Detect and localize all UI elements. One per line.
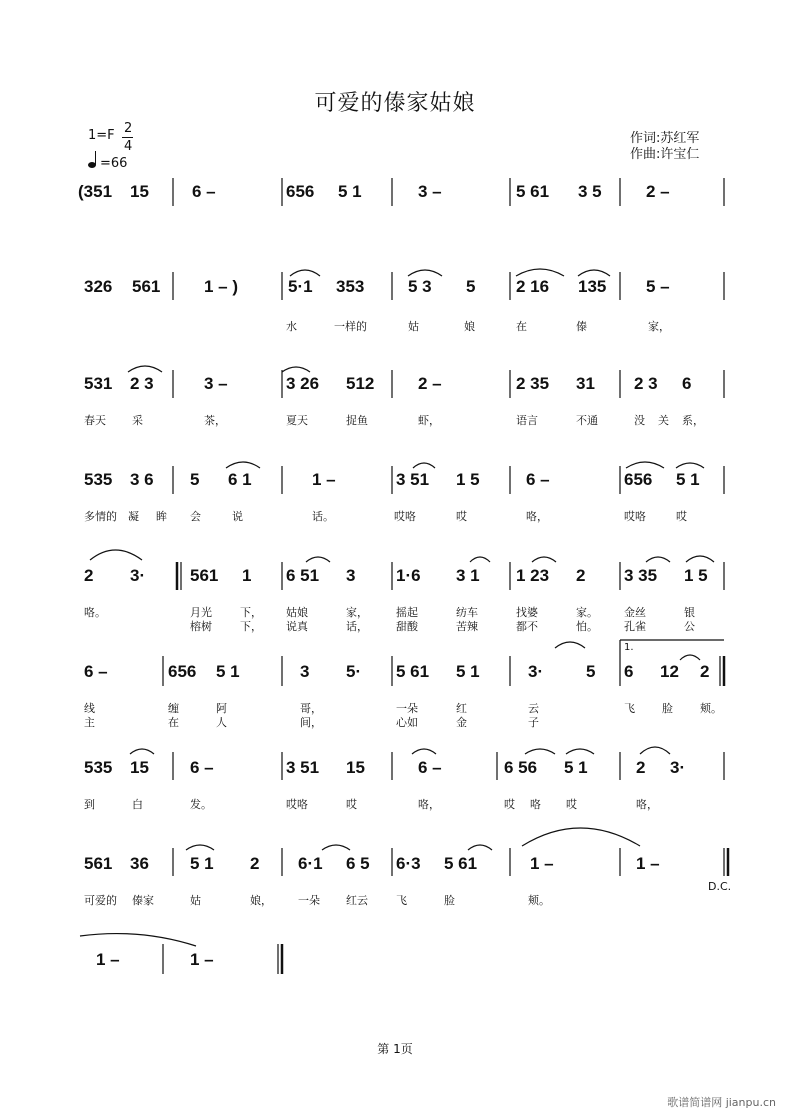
note-group: 326	[84, 277, 113, 296]
lyric: 多情的	[84, 510, 117, 523]
note-group: 3 51	[286, 758, 320, 777]
lyric: 月光	[190, 606, 212, 619]
note-group: 135	[578, 277, 607, 296]
time-signature-bottom: 4	[124, 139, 133, 154]
note-group: 1 –	[530, 854, 554, 873]
note-group: 561	[190, 566, 219, 585]
lyric: 金丝	[624, 606, 646, 619]
lyric: 哎	[504, 798, 515, 811]
lyric: 哎	[456, 510, 467, 523]
note-group: 3 –	[418, 182, 442, 201]
note-group: 5 1	[676, 470, 700, 489]
lyric: 哎咯	[394, 510, 416, 523]
note-group: 1 5	[684, 566, 708, 585]
lyric: 娘	[464, 320, 475, 333]
lyric: 找婆	[516, 606, 538, 619]
lyric: 发。	[190, 798, 212, 811]
lyric: 间，	[300, 716, 322, 729]
note-group: 3 6	[130, 470, 154, 489]
lyric: 说真	[286, 620, 308, 633]
lyric: 采	[132, 414, 143, 427]
note-group: 6 1	[228, 470, 252, 489]
tempo-marking: =66	[100, 156, 128, 171]
note-group: 2	[250, 854, 260, 873]
note-group: 1	[242, 566, 252, 585]
note-group: 3·	[670, 758, 686, 777]
note-group: 3 –	[204, 374, 228, 393]
lyric: 话，	[346, 620, 368, 633]
note-group: 3 1	[456, 566, 480, 585]
note-group: 3 35	[624, 566, 658, 585]
lyric: 没	[634, 414, 645, 427]
note-group: 5 61	[516, 182, 550, 201]
lyric: 一样的	[334, 320, 367, 333]
lyric: 傣家	[132, 894, 154, 907]
note-group: 1 – )	[204, 277, 239, 296]
watermark: 歌谱简谱网 jianpu.cn	[667, 1096, 776, 1109]
lyric: 可爱的	[84, 894, 117, 907]
lyric: 哥，	[300, 702, 322, 715]
note-group: 3	[300, 662, 310, 681]
lyric: 怕。	[576, 620, 598, 633]
note-group: 3 5	[578, 182, 602, 201]
composer-credit: 作曲:许宝仁	[630, 147, 700, 162]
note-group: 5 3	[408, 277, 432, 296]
lyric: 家。	[576, 606, 598, 619]
lyric: 银	[684, 606, 695, 619]
note-group: 5 1	[456, 662, 480, 681]
lyric: 咯，	[526, 510, 548, 523]
page-number: 第 1页	[377, 1042, 413, 1056]
lyric: 捉鱼	[346, 414, 368, 427]
note-group: 2 3	[130, 374, 154, 393]
lyric: 颊。	[700, 702, 722, 715]
note-group: 1 5	[456, 470, 480, 489]
lyric: 线	[84, 702, 95, 715]
note-group: (351	[78, 182, 113, 201]
lyric: 子	[528, 716, 539, 729]
lyric: 咯。	[84, 606, 106, 619]
lyric: 语言	[516, 414, 538, 427]
song-title: 可爱的傣家姑娘	[314, 91, 476, 116]
note-group: 6 –	[84, 662, 108, 681]
note-group: 531	[84, 374, 113, 393]
lyric: 榕树	[190, 620, 212, 633]
lyric: 家，	[346, 606, 368, 619]
note-group: 15	[346, 758, 365, 777]
note-group: 3 51	[396, 470, 430, 489]
lyric: 凝	[128, 510, 139, 523]
lyric: 主	[84, 716, 95, 729]
note-group: 5·1	[288, 277, 313, 296]
note-group: 3·	[130, 566, 146, 585]
lyric: 一朵	[298, 894, 320, 907]
lyric: 纺车	[456, 606, 478, 619]
note-group: 5 1	[216, 662, 240, 681]
note-group: 3 26	[286, 374, 320, 393]
lyric: 在	[168, 716, 179, 729]
note-group: 6	[624, 662, 634, 681]
lyric: 红	[456, 702, 467, 715]
note-group: 3·	[528, 662, 544, 681]
note-group: 15	[130, 758, 149, 777]
note-group: 1·6	[396, 566, 421, 585]
note-group: 6 5	[346, 854, 370, 873]
note-group: 1 –	[190, 950, 214, 969]
lyric: 到	[84, 798, 95, 811]
note-group: 535	[84, 758, 113, 777]
note-group: 512	[346, 374, 375, 393]
note-group: 2 3	[634, 374, 658, 393]
note-group: 5 1	[338, 182, 362, 201]
lyric: 春天	[84, 414, 106, 427]
lyric: 咯	[530, 798, 541, 811]
lyric: 阿	[216, 702, 227, 715]
lyric: 哎	[566, 798, 577, 811]
lyric: 水	[286, 320, 297, 333]
lyric: 云	[528, 702, 539, 715]
note-group: 5·	[346, 662, 362, 681]
note-group: 5 61	[444, 854, 478, 873]
note-group: 2 16	[516, 277, 550, 296]
note-group: 2	[576, 566, 586, 585]
lyric: 脸	[662, 702, 673, 715]
note-group: 5	[466, 277, 476, 296]
lyric: 娘，	[250, 894, 272, 907]
note-group: 5 –	[646, 277, 670, 296]
lyric: 甜酸	[396, 620, 418, 633]
lyric: 不通	[576, 414, 598, 427]
note-group: 6	[682, 374, 692, 393]
note-group: 3	[346, 566, 356, 585]
lyric: 在	[516, 320, 527, 333]
lyric: 都不	[516, 620, 538, 633]
note-group: 561	[84, 854, 113, 873]
lyric: 咯，	[418, 798, 440, 811]
note-group: 2	[84, 566, 94, 585]
lyric: 咯，	[636, 798, 658, 811]
lyric: 姑	[190, 894, 201, 907]
lyric: 颊。	[528, 894, 550, 907]
lyric: 茶，	[204, 414, 226, 427]
note-group: 31	[576, 374, 595, 393]
lyric: 姑娘	[286, 606, 308, 619]
note-group: 1 –	[636, 854, 660, 873]
note-group: 2	[700, 662, 710, 681]
note-group: 6·3	[396, 854, 421, 873]
lyric: 飞	[396, 894, 407, 907]
lyric: 飞	[624, 702, 635, 715]
note-group: 2 –	[646, 182, 670, 201]
note-group: 6 –	[192, 182, 216, 201]
note-group: 15	[130, 182, 149, 201]
lyric: 公	[684, 620, 695, 633]
lyric: 说	[232, 510, 243, 523]
lyric: 摇起	[396, 606, 418, 619]
lyric: 哎咯	[286, 798, 308, 811]
lyric: 哎咯	[624, 510, 646, 523]
note-group: 5	[190, 470, 200, 489]
lyric: 苦辣	[456, 620, 478, 633]
lyric: 虾，	[418, 414, 440, 427]
note-group: 6 –	[526, 470, 550, 489]
lyric: 姑	[408, 320, 419, 333]
lyric: 家，	[648, 320, 670, 333]
lyric: 缠	[168, 702, 179, 715]
lyric: 白	[132, 798, 143, 811]
lyric: 眸	[156, 510, 167, 523]
note-group: 5 61	[396, 662, 430, 681]
lyric: 系，	[682, 414, 704, 427]
note-group: 2	[636, 758, 646, 777]
note-group: 2 –	[418, 374, 442, 393]
note-group: 535	[84, 470, 113, 489]
lyricist-credit: 作词:苏红军	[630, 131, 700, 146]
note-group: 2 35	[516, 374, 550, 393]
note-group: 6 –	[418, 758, 442, 777]
lyric: 会	[190, 510, 201, 523]
lyric: 孔雀	[624, 620, 646, 633]
note-group: 6 –	[190, 758, 214, 777]
note-group: 656	[624, 470, 653, 489]
lyric: 脸	[444, 894, 455, 907]
note-group: 1 23	[516, 566, 550, 585]
lyric: 金	[456, 716, 467, 729]
lyric: 人	[216, 716, 227, 729]
note-group: 656	[286, 182, 315, 201]
note-group: 5 1	[190, 854, 214, 873]
note-group: 5 1	[564, 758, 588, 777]
lyric: 傣	[576, 320, 587, 333]
key-signature: 1=F	[88, 128, 115, 143]
lyric: 红云	[346, 894, 368, 907]
note-group: 561	[132, 277, 161, 296]
note-group: 1 –	[312, 470, 336, 489]
lyric: 心如	[396, 716, 418, 729]
note-group: 6 51	[286, 566, 320, 585]
note-group: 6·1	[298, 854, 323, 873]
lyric: 一朵	[396, 702, 418, 715]
note-group: 656	[168, 662, 197, 681]
volta-bracket-label: 1.	[624, 642, 634, 653]
lyric: 下，	[240, 620, 262, 633]
lyric: 哎	[676, 510, 687, 523]
note-group: 6 56	[504, 758, 538, 777]
lyric: 关	[658, 414, 669, 427]
lyric: 哎	[346, 798, 357, 811]
dc-marking: D.C.	[708, 880, 732, 893]
note-group: 36	[130, 854, 149, 873]
time-signature-top: 2	[124, 121, 133, 136]
note-group: 1 –	[96, 950, 120, 969]
note-group: 353	[336, 277, 365, 296]
lyric: 夏天	[286, 414, 308, 427]
lyric: 话。	[312, 510, 334, 523]
note-group: 5	[586, 662, 596, 681]
lyric: 下，	[240, 606, 262, 619]
note-group: 12	[660, 662, 679, 681]
